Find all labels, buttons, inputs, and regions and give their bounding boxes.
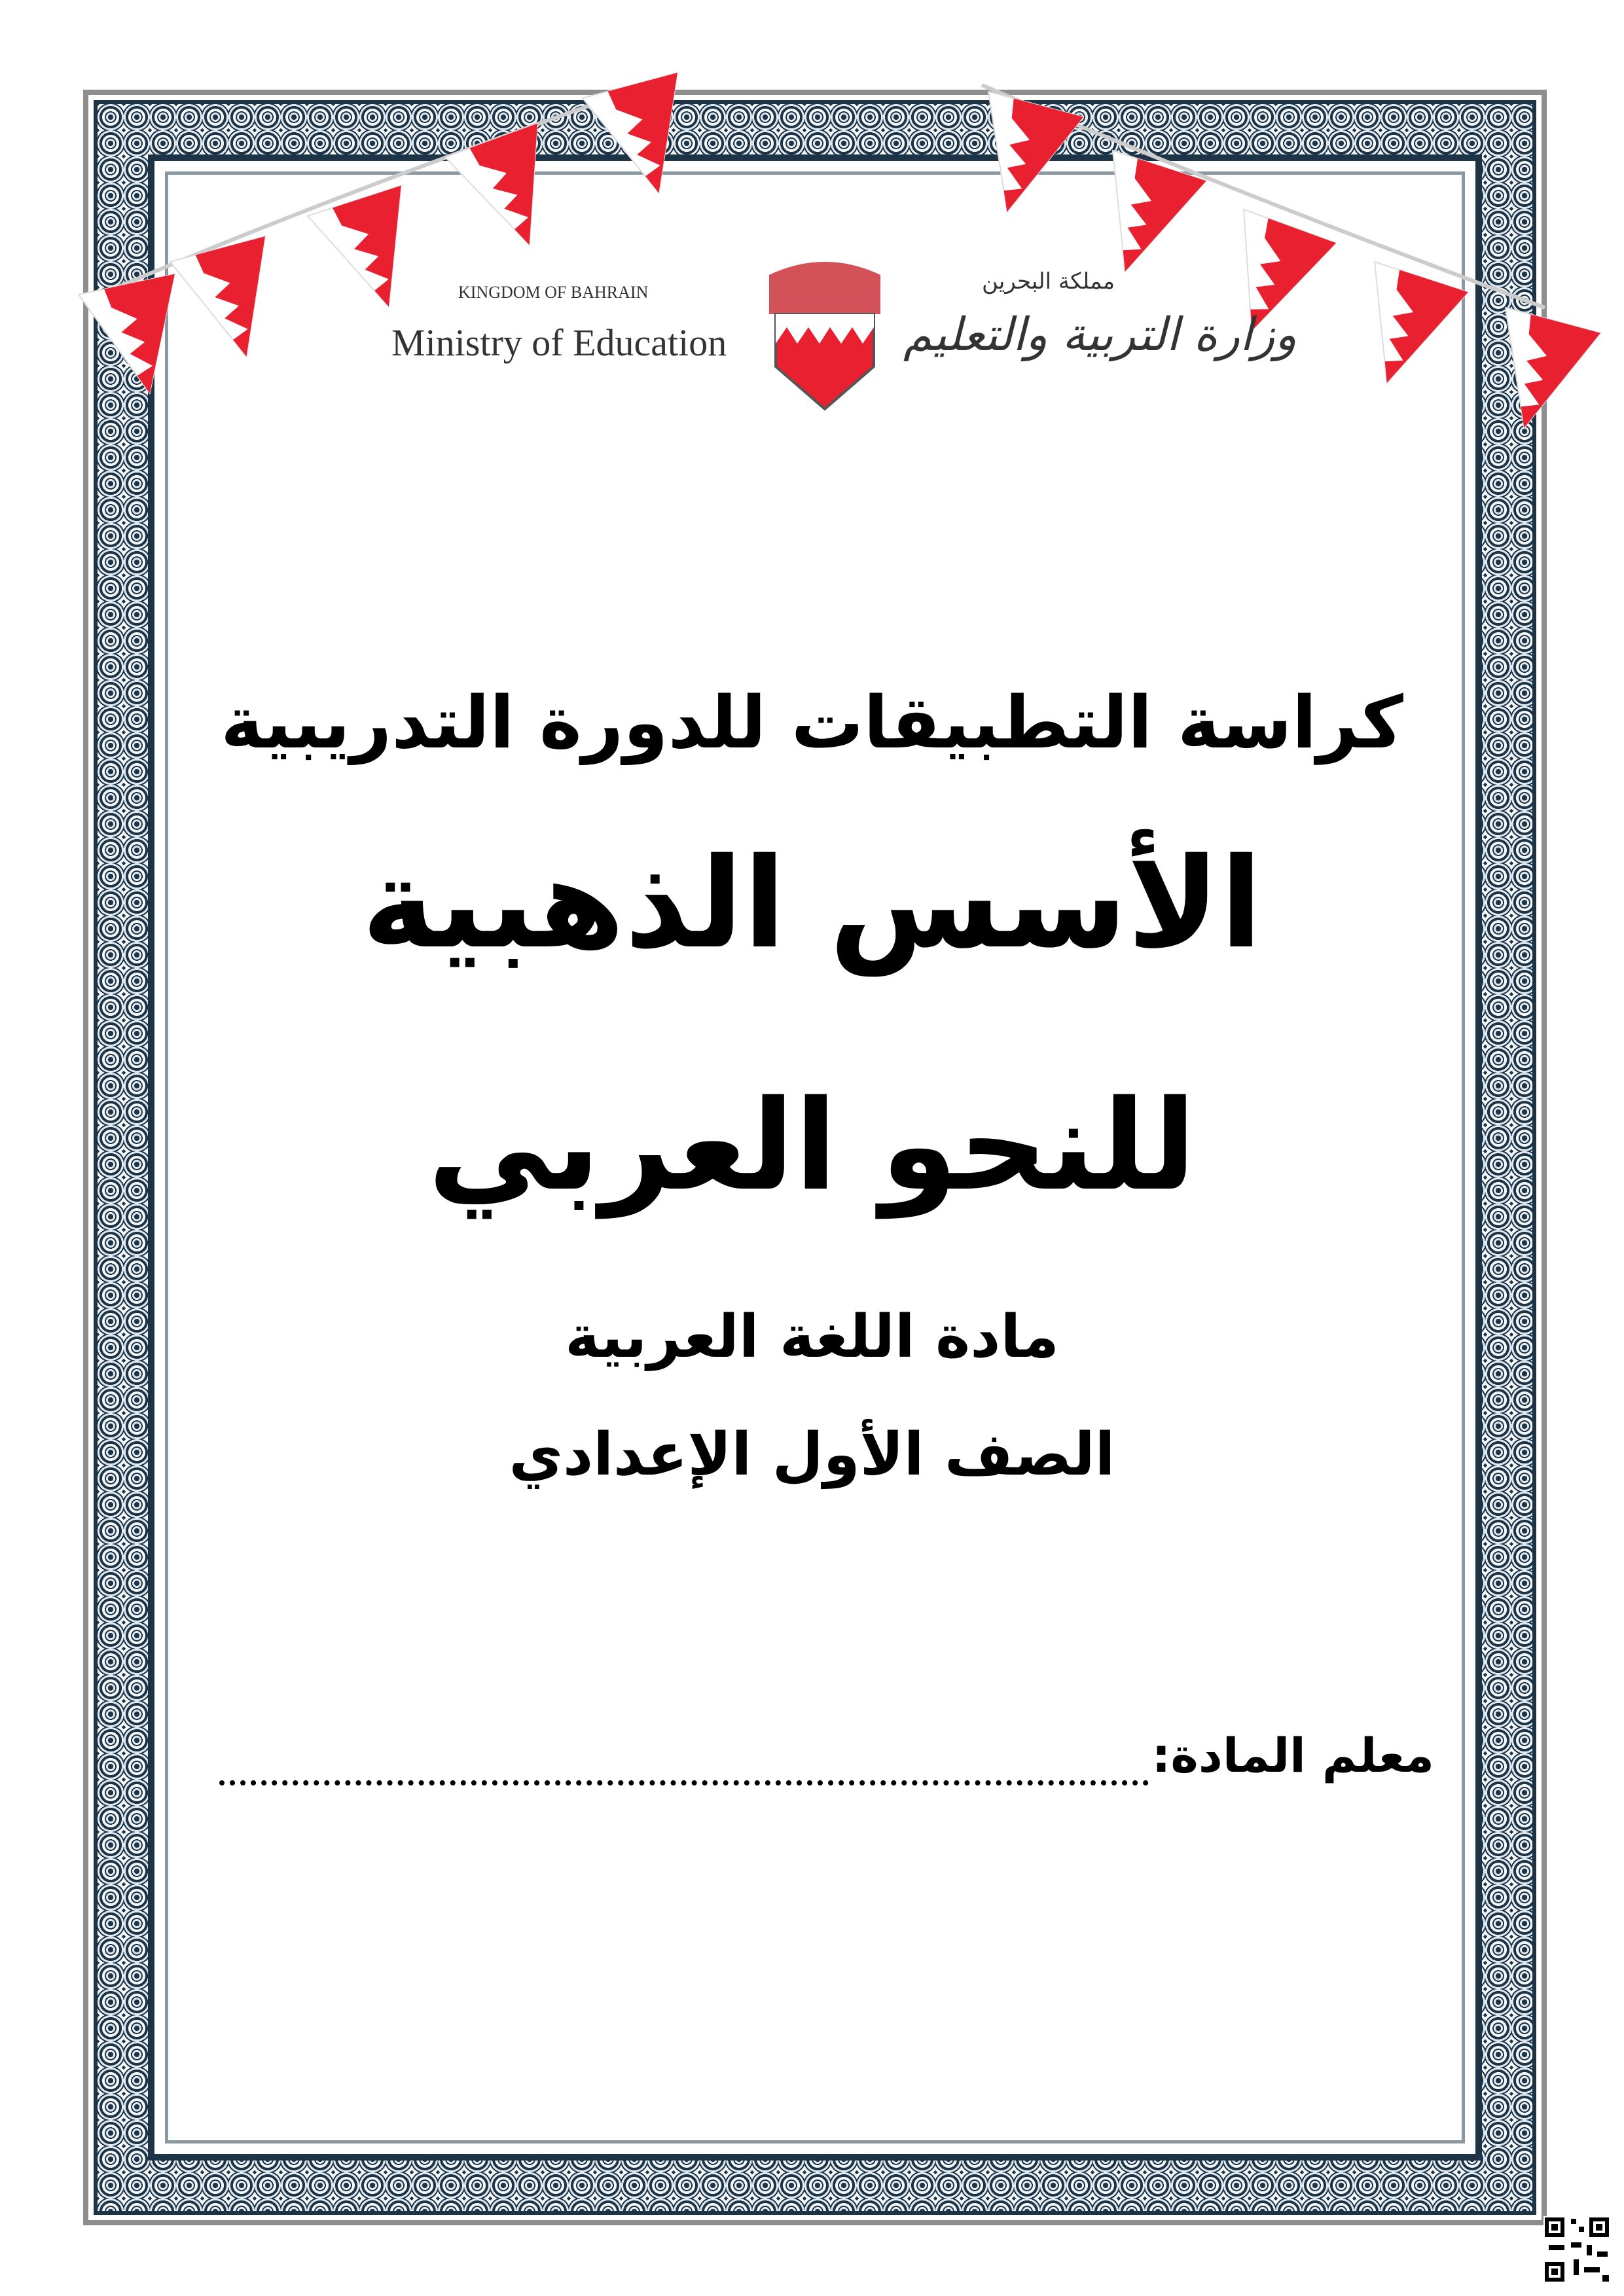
subject: مادة اللغة العربية — [565, 1302, 1059, 1371]
workbook-title: كراسة التطبيقات للدورة التدريبية — [221, 681, 1403, 764]
qr-code-icon — [1543, 2216, 1610, 2283]
ministry-ar: وزارة التربية والتعليم — [903, 308, 1297, 361]
teacher-name-field[interactable] — [219, 1741, 1149, 1785]
kingdom-ar: مملكة البحرين — [982, 268, 1115, 295]
kingdom-en: KINGDOM OF BAHRAIN — [458, 283, 649, 302]
grade: الصف الأول الإعدادي — [509, 1420, 1115, 1489]
ministry-en: Ministry of Education — [391, 321, 727, 364]
teacher-label: معلم المادة: — [1151, 1728, 1434, 1783]
main-title: الأسس الذهبية — [361, 831, 1263, 976]
main-subtitle: للنحو العربي — [427, 1073, 1197, 1218]
emblem-icon — [769, 262, 880, 409]
